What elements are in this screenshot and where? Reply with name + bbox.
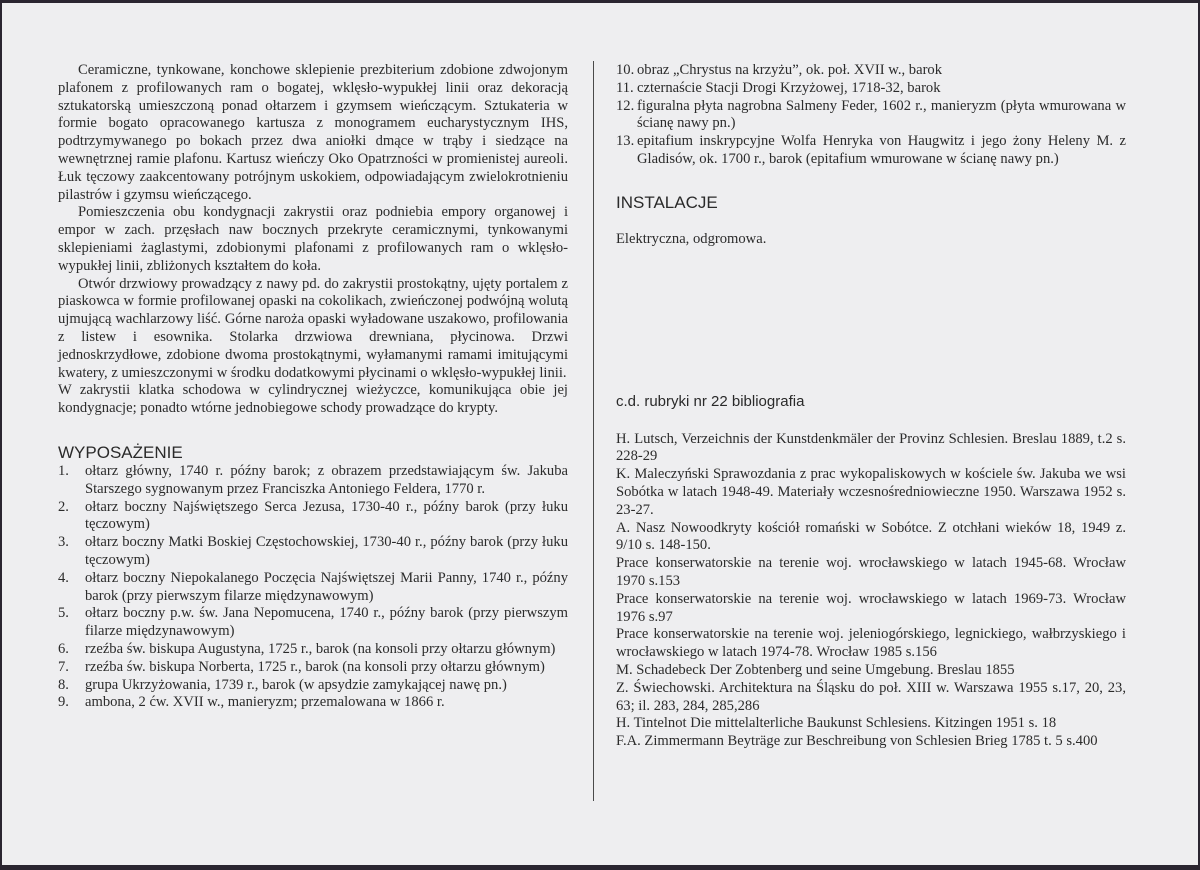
bibliography-entry: Prace konserwatorskie na terenie woj. wrocławskiego w latach 1969-73. Wrocław 1976 s.97 [616,590,1126,625]
list-item: 13. epitafium inskrypcyjne Wolfa Henryka von Haugwitz i jego żony Heleny M. z Gladisów, ok. 1700 r., barok (epitafium wmurowane w ścianę nawy pn.) [616,133,1126,167]
equipment-list-continued [616,62,1126,169]
column-divider [593,61,594,801]
list-item: 9. ambona, 2 ćw. XVII w., manieryzm; przemalowana w 1866 r. [58,694,445,711]
list-item: 11. czternaście Stacji Drogi Krzyżowej, 1718-32, barok [616,79,941,96]
list-item: 3. ołtarz boczny Matki Boskiej Częstochowskiej, 1730-40 r., późny barok (przy łuku tęczowym) [58,534,568,568]
section-heading-instalacje: INSTALACJE [616,192,718,212]
bibliography-entry: H. Tintelnot Die mittelalterliche Baukunst Schlesiens. Kitzingen 1951 s. 18 [616,715,1057,732]
section-heading-wyposazenie: WYPOSAŻENIE [58,442,183,462]
paragraph-otwor-drzwiowy: Otwór drzwiowy prowadzący z nawy pd. do zakrystii prostokątny, ujęty portalem z piaskowca w formie profilowanej opaski na cokolikach, zwieńczonej podwójną wolutą ujmującą wachlarzowy liść. Górne naroża opaski wyładowane uszakowo, profilowania z listew i esownika. Stolarka drzwiowa drewniana, płycinowa. Drzwi jednoskrzydłowe, zdobione dwoma prostokątnymi, wyłamanymi ramami imitującymi kwatery, z umieszczonymi w środku dodatkowymi płycinami o wklęsło-wypukłej linii. [58,275,568,381]
list-item: 2. ołtarz boczny Najświętszego Serca Jezusa, 1730-40 r., późny barok (przy łuku tęczowym) [58,498,568,533]
list-item: 5. ołtarz boczny p.w. św. Jana Nepomucena, 1740 r., późny barok (przy pierwszym filarze międzynawowym) [58,605,568,640]
list-item: 1. ołtarz główny, 1740 r. późny barok; z obrazem przedstawiającym św. Jakuba Starszego sygnowanym przez Franciszka Antoniego Feldera, 1770 r. [58,462,568,497]
bibliography-entry: Z. Świechowski. Architektura na Śląsku do poł. XIII w. Warszawa 1955 s.17, 20, 23, 63; il. 283, 284, 285,286 [616,679,1126,714]
list-item: 6. rzeźba św. biskupa Augustyna, 1725 r., barok (na konsoli przy ołtarzu głównym) [58,640,556,657]
bibliography-entry: F.A. Zimmermann Beyträge zur Beschreibung von Schlesien Brieg 1785 t. 5 s.400 [616,733,1098,750]
paragraph-zakrystia: Pomieszczenia obu kondygnacji zakrystii oraz podniebia empory organowej i empor w zach. przęsłach naw bocznych przekryte ceramicznymi, tynkowanymi sklepieniami żaglastymi, zdobionymi plafonami z profilowanych ram o wklęsło-wypukłej linii, zbliżonych kształtem do koła. [58,204,568,274]
bibliography-entry: Prace konserwatorskie na terenie woj. jeleniogórskiego, legnickiego, wałbrzyskiego i wrocławskiego w latach 1974-78. Wrocław 1985 s.156 [616,626,1126,661]
bibliography-entry: H. Lutsch, Verzeichnis der Kunstdenkmäler der Provinz Schlesien. Breslau 1889, t.2 s. 228-29 [616,430,1126,465]
left-column [58,62,568,712]
bibliography-entry: M. Schadebeck Der Zobtenberg und seine Umgebung. Breslau 1855 [616,661,1015,678]
list-item: 7. rzeźba św. biskupa Norberta, 1725 r., barok (na konsoli przy ołtarzu głównym) [58,658,545,675]
bibliography-entry: A. Nasz Nowoodkryty kościół romański w Sobótce. Z otchłani wieków 18, 1949 z. 9/10 s. 148-150. [616,519,1126,554]
paragraph-prezbiterium: Ceramiczne, tynkowane, konchowe sklepienie prezbiterium zdobione zdwojonym plafonem z profilowanych ram o bogatej, wklęsło-wypukłej linii oraz dekoracją sztukatorską umieszczoną ponad ołtarzem i gzymsem wieńczącym. Sztukateria w formie bogato opracowanego kartusza z monogramem eucharystycznym IHS, podtrzymywanego po bokach przez dwa aniołki dmące w trąby i siedzące na wewnętrznej ramie plafonu. Kartusz wieńczy Oko Opatrzności w promienistej aureoli. Łuk tęczowy zaakcentowany potrójnym uskokiem, odpowiadającym zwielokrotnieniu pilastrów i gzymsu wieńczącego. [58,62,568,203]
document-page [2,3,1198,865]
bibliography-entry: Prace konserwatorskie na terenie woj. wrocławskiego w latach 1945-68. Wrocław 1970 s.153 [616,555,1126,589]
section-heading-bibliografia: c.d. rubryki nr 22 bibliografia [616,392,805,410]
instalacje-text: Elektryczna, odgromowa. [616,230,767,247]
paragraph-klatka-schodowa: W zakrystii klatka schodowa w cylindrycznej wieżyczce, komunikująca obie jej kondygnacje; ponadto wtórne jednobiegowe schody prowadzące do krypty. [58,382,568,417]
list-item: 12. figuralna płyta nagrobna Salmeny Feder, 1602 r., manieryzm (płyta wmurowana w ścianę nawy pn.) [616,97,1126,132]
bibliography-list [616,431,1126,751]
right-column [616,62,1126,751]
list-item: 8. grupa Ukrzyżowania, 1739 r., barok (w apsydzie zamykającej nawę pn.) [58,676,507,693]
equipment-list [58,463,568,712]
list-item: 10. obraz „Chrystus na krzyżu”, ok. poł. XVII w., barok [616,62,943,78]
list-item: 4. ołtarz boczny Niepokalanego Poczęcia Najświętszej Marii Panny, 1740 r., późny barok (przy pierwszym filarze międzynawowym) [58,569,568,604]
bibliography-entry: K. Maleczyński Sprawozdania z prac wykopaliskowych w kościele św. Jakuba we wsi Sobótka w latach 1948-49. Materiały wczesnośredniowieczne 1950. Warszawa 1952 s. 23-27. [616,466,1126,518]
